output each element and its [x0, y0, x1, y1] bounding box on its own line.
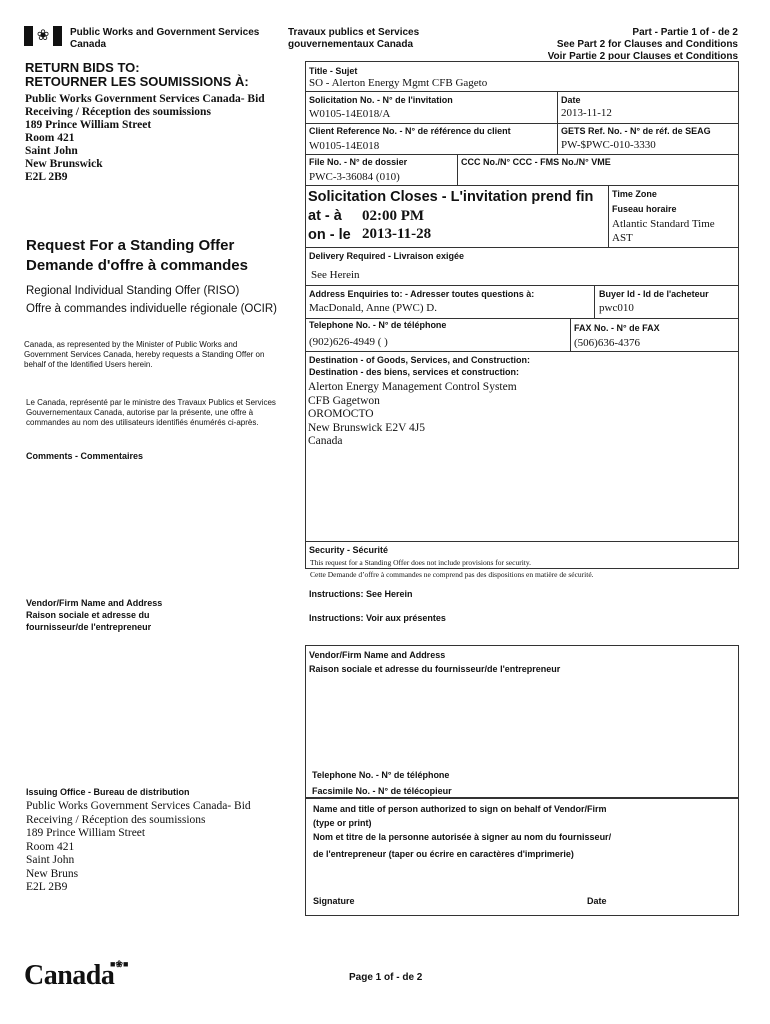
title-value: SO - Alerton Energy Mgmt CFB Gageto	[309, 77, 488, 89]
vendor-left-line2: Raison sociale et adresse du	[26, 610, 150, 620]
vendor-telephone-label: Telephone No. - N° de téléphone	[312, 770, 450, 780]
instructions-fr: Instructions: Voir aux présentes	[309, 613, 446, 623]
destination-label-fr: Destination - des biens, services et construction:	[309, 367, 520, 377]
vendor-left-line1: Vendor/Firm Name and Address	[26, 598, 163, 608]
security-text-en: This request for a Standing Offer does not include provisions for security.	[310, 558, 531, 567]
return-address-line: New Brunswick	[25, 158, 103, 170]
closes-at-value: 02:00 PM	[362, 208, 425, 224]
delivery-value: See Herein	[311, 269, 360, 281]
telephone-label: Telephone No. - N° de téléphone	[309, 320, 447, 330]
offer-type-en: Regional Individual Standing Offer (RISO)	[26, 285, 240, 297]
solicitation-label: Solicitation No. - N° de l'invitation	[309, 95, 453, 105]
dept-en-line1: Public Works and Government Services	[70, 27, 260, 38]
issuing-address-line: Public Works Government Services Canada- Bid	[26, 800, 251, 812]
return-bids-heading	[25, 61, 249, 89]
file-no-label: File No. - N° de dossier	[309, 157, 408, 167]
dept-fr-line2: gouvernementaux Canada	[288, 39, 414, 50]
department-name-en	[70, 27, 259, 51]
return-bids-en: RETURN BIDS TO:	[25, 60, 140, 75]
request-paragraph-fr: Le Canada, représenté par le ministre des Travaux Publics et Services Gouvernementaux Canada, autorise par la présente, une offre à commandes au nom des utilisateurs identifiés énumérés ci-après.	[26, 398, 276, 427]
destination-line: New Brunswick E2V 4J5	[308, 421, 426, 434]
vendor-facsimile-label: Facsimile No. - N° de télécopieur	[312, 786, 452, 796]
delivery-label: Delivery Required - Livraison exigée	[309, 251, 465, 261]
vendor-box-label-en: Vendor/Firm Name and Address	[309, 650, 446, 660]
issuing-address-line: Receiving / Réception des soumissions	[26, 813, 206, 826]
auth-line4: de l'entrepreneur (taper ou écrire en caractères d'imprimerie)	[313, 849, 574, 859]
dept-fr-line1: Travaux publics et Services	[288, 27, 420, 38]
vendor-box-label-fr: Raison sociale et adresse du fournisseur/de l'entrepreneur	[309, 664, 561, 674]
issuing-address-line: E2L 2B9	[26, 881, 68, 893]
issuing-address-line: 189 Prince William Street	[26, 827, 146, 839]
client-ref-label: Client Reference No. - N° de référence du client	[309, 126, 511, 136]
document-title-en: Request For a Standing Offer	[26, 237, 235, 254]
fax-label: FAX No. - N° de FAX	[574, 323, 660, 333]
buyer-id-label: Buyer Id - Id de l'acheteur	[599, 289, 709, 299]
part-line3: Voir Partie 2 pour Clauses et Conditions	[547, 51, 738, 60]
destination-line: CFB Gagetwon	[308, 394, 380, 407]
page-number: Page 1 of - de 2	[349, 972, 423, 983]
issuing-office-label: Issuing Office - Bureau de distribution	[26, 787, 190, 797]
security-text-fr: Cette Demande d’offre à commandes ne comprend pas des dispositions en matière de sécurité.	[310, 570, 594, 579]
title-label: Title - Sujet	[309, 66, 358, 76]
date-label: Date	[561, 95, 581, 105]
document-title	[26, 236, 248, 276]
buyer-id-value: pwc010	[599, 302, 634, 314]
ccc-label: CCC No./N° CCC - FMS No./N° VME	[461, 157, 611, 167]
part-indicator	[548, 27, 738, 60]
canada-flag-icon: ❀	[24, 26, 62, 46]
issuing-office-address	[26, 800, 251, 895]
date-value: 2013-11-12	[561, 107, 612, 119]
closes-on-value: 2013-11-28	[362, 226, 432, 242]
client-ref-value: W0105-14E018	[309, 140, 380, 152]
enquiries-value: MacDonald, Anne (PWC) D.	[309, 302, 438, 314]
solicitation-value: W0105-14E018/A	[309, 108, 391, 120]
timezone-label-en: Time Zone	[612, 189, 657, 199]
closes-at-label: at - à	[308, 208, 342, 224]
return-address-line: Receiving / Réception des soumissions	[25, 106, 211, 118]
destination-line: OROMOCTO	[308, 408, 374, 420]
vendor-left-label	[26, 597, 162, 633]
telephone-value: (902)626-4949 ( )	[309, 336, 388, 348]
return-address-line: Room 421	[25, 132, 75, 144]
return-address-line: Saint John	[25, 145, 78, 157]
destination-line: Canada	[308, 435, 343, 447]
offer-type-fr: Offre à commandes individuelle régionale (OCIR)	[26, 303, 277, 315]
file-no-value: PWC-3-36084 (010)	[309, 171, 400, 183]
fax-value: (506)636-4376	[574, 337, 640, 349]
part-line1: Part - Partie 1 of - de 2	[632, 27, 738, 38]
issuing-address-line: Room 421	[26, 840, 75, 853]
gets-ref-value: PW-$PWC-010-3330	[561, 139, 656, 151]
issuing-address-line: Saint John	[26, 854, 75, 866]
destination-line: Alerton Energy Management Control System	[308, 381, 517, 393]
signature-label: Signature	[313, 896, 355, 906]
signature-date-label: Date	[587, 896, 607, 906]
auth-line3: Nom et titre de la personne autorisée à signer au nom du fournisseur/	[313, 832, 612, 842]
destination-address	[308, 381, 517, 449]
vendor-left-line3: fournisseur/de l'entrepreneur	[26, 622, 152, 632]
destination-label-en: Destination - of Goods, Services, and Construction:	[309, 355, 531, 365]
return-address	[25, 93, 265, 184]
dept-en-line2: Canada	[70, 39, 107, 50]
form-main-box	[305, 61, 739, 569]
gets-ref-label: GETS Ref. No. - N° de réf. de SEAG	[561, 126, 711, 136]
return-address-line: Public Works Government Services Canada- Bid	[25, 93, 265, 105]
closes-on-label: on - le	[308, 227, 351, 243]
auth-line2: (type or print)	[313, 818, 372, 828]
department-name-fr	[288, 27, 419, 51]
instructions-en: Instructions: See Herein	[309, 589, 413, 599]
timezone-value: Atlantic Standard Time	[612, 218, 715, 230]
auth-line1: Name and title of person authorized to sign on behalf of Vendor/Firm	[313, 804, 607, 814]
issuing-address-line: New Bruns	[26, 867, 79, 880]
timezone-label-fr: Fuseau horaire	[612, 204, 677, 214]
comments-label: Comments - Commentaires	[26, 451, 144, 461]
security-label: Security - Sécurité	[309, 545, 389, 555]
part-line2: See Part 2 for Clauses and Conditions	[556, 39, 738, 50]
return-address-line: E2L 2B9	[25, 171, 68, 183]
wordmark-flag-icon: ■❀■	[110, 959, 129, 969]
timezone-abbrev: AST	[612, 232, 633, 244]
offer-type	[26, 282, 277, 318]
request-paragraph-en: Canada, as represented by the Minister of Public Works and Government Services Canada, hereby requests a Standing Offer on behalf of the Identified Users herein.	[24, 340, 265, 369]
enquiries-label: Address Enquiries to: - Adresser toutes questions à:	[309, 289, 535, 299]
return-bids-fr: RETOURNER LES SOUMISSIONS À:	[25, 74, 249, 89]
closes-label: Solicitation Closes - L'invitation prend fin	[308, 189, 594, 205]
return-address-line: 189 Prince William Street	[25, 119, 152, 131]
canada-wordmark: Canada	[24, 960, 115, 991]
document-title-fr: Demande d'offre à commandes	[26, 257, 248, 274]
